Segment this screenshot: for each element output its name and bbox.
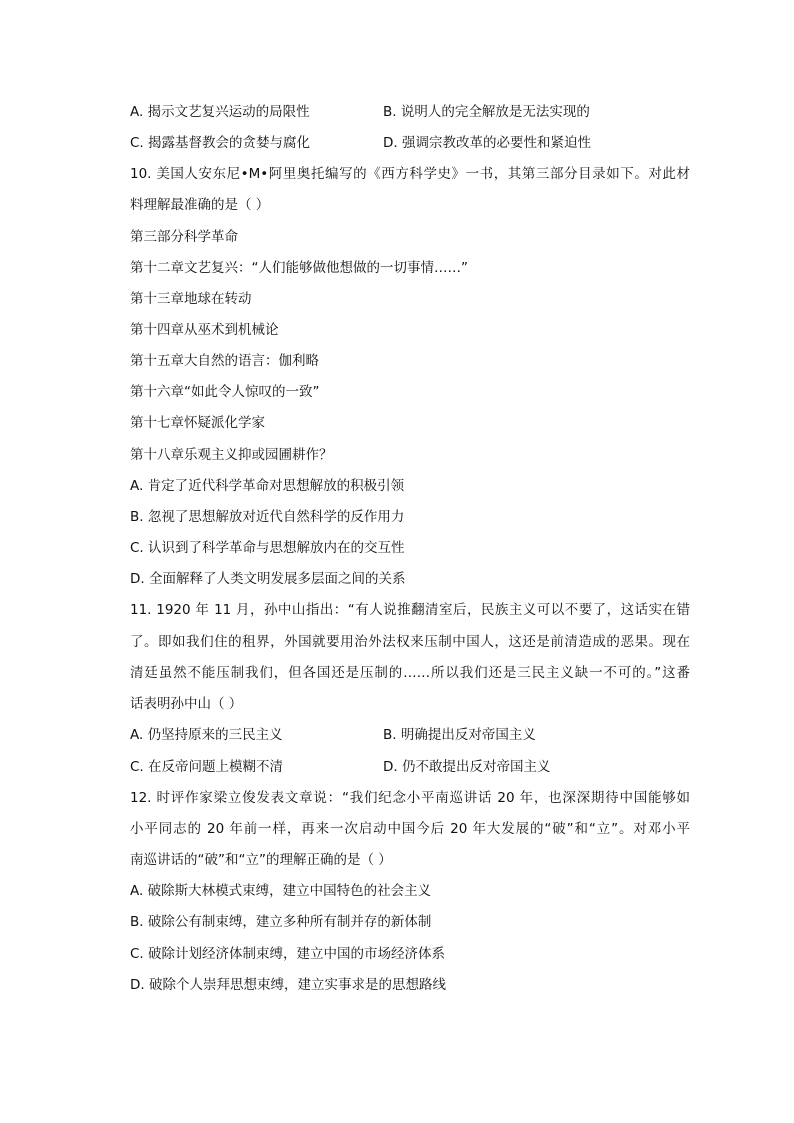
q10-stem-line-2: 料理解最准确的是（ ） bbox=[130, 197, 270, 213]
q10-toc-item: 第十三章地球在转动 bbox=[130, 291, 252, 307]
q10-toc-item: 第三部分科学革命 bbox=[130, 229, 238, 245]
q9-option-b: B. 说明人的完全解放是无法实现的 bbox=[383, 104, 590, 120]
q10-option-c: C. 认识到了科学革命与思想解放内在的交互性 bbox=[130, 540, 405, 556]
q12-option-b: B. 破除公有制束缚，建立多种所有制并存的新体制 bbox=[130, 914, 432, 930]
q10-toc-item: 第十八章乐观主义抑或园圃耕作？ bbox=[130, 447, 333, 463]
q11-stem-line-4: 话表明孙中山（ ） bbox=[130, 696, 243, 712]
q10-toc-item: 第十五章大自然的语言：伽利略 bbox=[130, 353, 319, 369]
q10-toc-item: 第十六章“如此令人惊叹的一致” bbox=[130, 384, 320, 400]
q11-option-d: D. 仍不敢提出反对帝国主义 bbox=[383, 759, 551, 775]
q12-option-a: A. 破除斯大林模式束缚，建立中国特色的社会主义 bbox=[130, 883, 432, 899]
q10-option-d: D. 全面解释了人类文明发展多层面之间的关系 bbox=[130, 571, 406, 587]
q11-option-c: C. 在反帝问题上模糊不清 bbox=[130, 759, 284, 775]
q9-option-a: A. 揭示文艺复兴运动的局限性 bbox=[130, 104, 310, 120]
q12-stem-line-2: 小平同志的 20 年前一样，再来一次启动中国今后 20 年大发展的“破”和“立”。对邓小平 bbox=[130, 821, 690, 837]
q10-toc-item: 第十二章文艺复兴：“人们能够做他想做的一切事情……” bbox=[130, 260, 468, 276]
q12-option-d: D. 破除个人崇拜思想束缚，建立实事求是的思想路线 bbox=[130, 977, 446, 993]
q11-option-a: A. 仍坚持原来的三民主义 bbox=[130, 727, 283, 743]
q11-option-b: B. 明确提出反对帝国主义 bbox=[383, 727, 536, 743]
q10-option-b: B. 忽视了思想解放对近代自然科学的反作用力 bbox=[130, 509, 405, 525]
q11-stem-line-1: 11. 1920 年 11 月，孙中山指出：“有人说推翻清室后，民族主义可以不要了，这话实在错 bbox=[130, 602, 690, 618]
q12-stem-line-1: 12. 时评作家梁立俊发表文章说：“我们纪念小平南巡讲话 20 年，也深深期待中国能够如 bbox=[130, 790, 690, 806]
q12-option-c: C. 破除计划经济体制束缚，建立中国的市场经济体系 bbox=[130, 946, 446, 962]
q12-stem-line-3: 南巡讲话的“破”和“立”的理解正确的是（ ） bbox=[130, 852, 392, 868]
q9-option-c: C. 揭露基督教会的贪婪与腐化 bbox=[130, 135, 311, 151]
q10-option-a: A. 肯定了近代科学革命对思想解放的积极引领 bbox=[130, 478, 405, 494]
q10-stem-line-1: 10. 美国人安东尼•M•阿里奥托编写的《西方科学史》一书，其第三部分目录如下。对此材 bbox=[130, 166, 690, 182]
q10-toc-item: 第十四章从巫术到机械论 bbox=[130, 322, 279, 338]
q10-toc-item: 第十七章怀疑派化学家 bbox=[130, 415, 265, 431]
q11-stem-line-2: 了。即如我们住的租界，外国就要用治外法权来压制中国人，这还是前清造成的恶果。现在 bbox=[130, 634, 690, 650]
q9-option-d: D. 强调宗教改革的必要性和紧迫性 bbox=[383, 135, 591, 151]
q11-stem-line-3: 清廷虽然不能压制我们，但各国还是压制的……所以我们还是三民主义缺一不可的。”这番 bbox=[130, 665, 690, 681]
